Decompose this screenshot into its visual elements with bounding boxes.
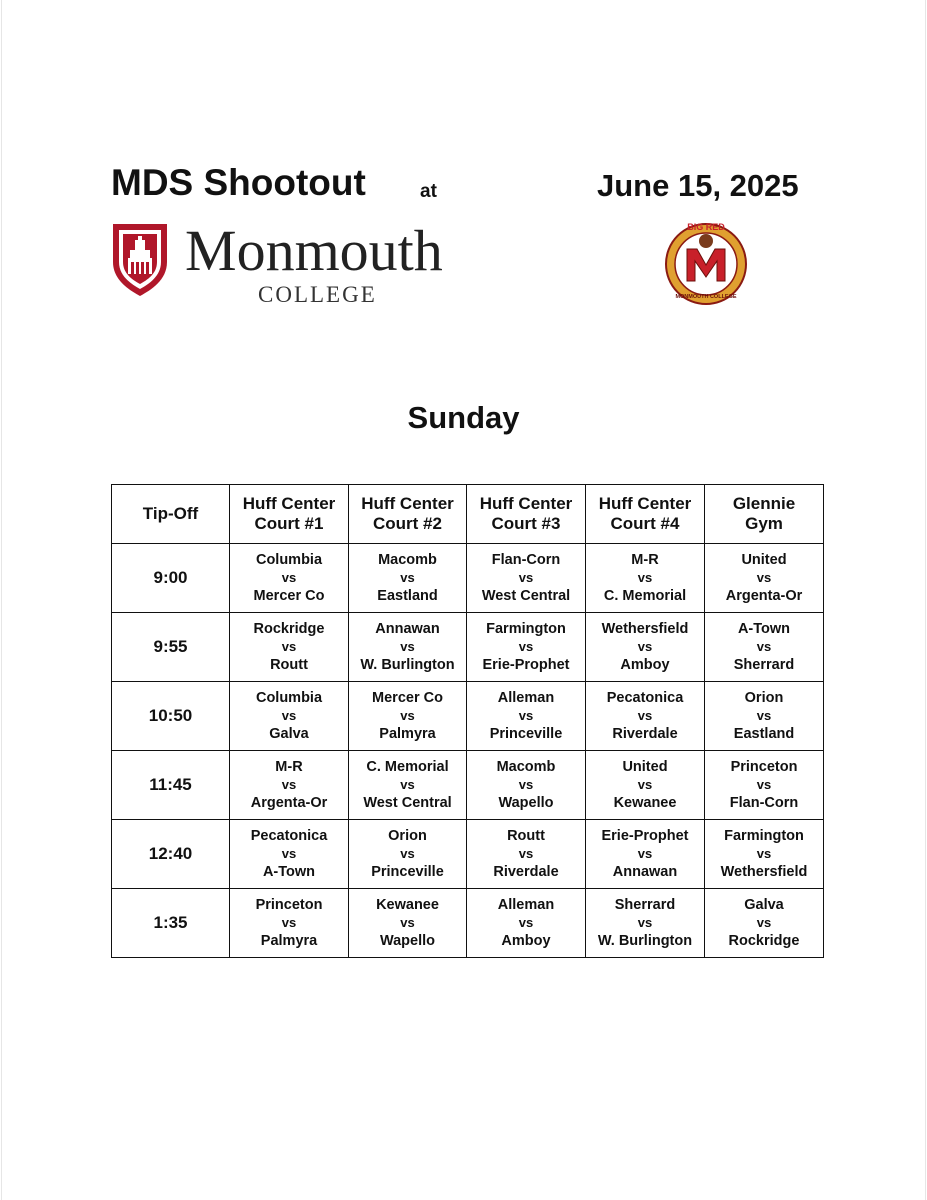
game-cell xyxy=(230,751,349,820)
vs-label: vs xyxy=(518,846,534,861)
team-away: Galva xyxy=(269,726,309,742)
game-cell xyxy=(705,889,824,958)
team-home: Macomb xyxy=(496,759,556,775)
team-home: M-R xyxy=(631,552,659,568)
game-cell xyxy=(467,613,586,682)
team-home: Flan-Corn xyxy=(491,552,561,568)
event-title: MDS Shootout xyxy=(111,162,366,203)
vs-label: vs xyxy=(756,708,772,723)
column-header-line: Huff Center xyxy=(598,494,692,513)
team-home: Princeton xyxy=(255,897,323,913)
game-cell xyxy=(467,544,586,613)
column-header-court xyxy=(586,485,705,544)
at-label: at xyxy=(420,181,437,202)
event-date: June 15, 2025 xyxy=(597,168,799,203)
team-home: Rockridge xyxy=(253,621,325,637)
column-header-line: Tip-Off xyxy=(142,504,199,523)
vs-label: vs xyxy=(518,570,534,585)
vs-label: vs xyxy=(281,570,297,585)
team-home: Annawan xyxy=(375,621,440,637)
game-cell xyxy=(586,751,705,820)
game-cell xyxy=(230,682,349,751)
vs-label: vs xyxy=(637,639,653,654)
team-away: Eastland xyxy=(377,588,438,604)
team-home: Farmington xyxy=(486,621,566,637)
team-home: Macomb xyxy=(378,552,437,568)
game-cell xyxy=(349,613,467,682)
vs-label: vs xyxy=(756,570,772,585)
monmouth-college-logo xyxy=(111,218,471,307)
team-away: Princeville xyxy=(489,726,563,742)
team-home: Sherrard xyxy=(614,897,676,913)
team-away: Erie-Prophet xyxy=(482,657,570,673)
team-home: A-Town xyxy=(737,621,791,637)
vs-label: vs xyxy=(281,846,297,861)
game-cell xyxy=(467,751,586,820)
team-away: Routt xyxy=(270,657,308,673)
column-header-tipoff xyxy=(112,485,230,544)
team-away: Wethersfield xyxy=(720,864,808,880)
vs-label: vs xyxy=(756,915,772,930)
team-away: West Central xyxy=(481,588,571,604)
column-header-line: Glennie xyxy=(732,494,796,513)
team-home: Erie-Prophet xyxy=(601,828,689,844)
team-home: Pecatonica xyxy=(250,828,328,844)
table-row xyxy=(112,613,824,682)
column-header-court xyxy=(230,485,349,544)
game-cell xyxy=(349,820,467,889)
vs-label: vs xyxy=(637,570,653,585)
game-cell xyxy=(586,682,705,751)
team-home: Routt xyxy=(507,828,545,844)
mascot-bottom-text: MONMOUTH COLLEGE xyxy=(675,294,737,300)
game-cell xyxy=(230,820,349,889)
game-cell xyxy=(230,889,349,958)
team-away: Argenta-Or xyxy=(250,795,328,811)
game-cell xyxy=(349,751,467,820)
tipoff-time: 9:55 xyxy=(112,613,230,682)
team-home: Kewanee xyxy=(376,897,439,913)
vs-label: vs xyxy=(400,915,415,930)
team-away: Riverdale xyxy=(493,864,559,880)
tipoff-time: 10:50 xyxy=(112,682,230,751)
vs-label: vs xyxy=(281,777,297,792)
team-away: W. Burlington xyxy=(360,657,455,673)
team-home: Alleman xyxy=(497,690,555,706)
table-row xyxy=(112,889,824,958)
schedule-table xyxy=(111,484,824,958)
team-home: Princeton xyxy=(730,759,798,775)
game-cell xyxy=(349,544,467,613)
game-cell xyxy=(349,889,467,958)
vs-label: vs xyxy=(281,639,297,654)
game-cell xyxy=(705,682,824,751)
college-shield-icon xyxy=(111,222,169,298)
vs-label: vs xyxy=(756,846,772,861)
column-header-line: Court #4 xyxy=(610,514,680,533)
vs-label: vs xyxy=(518,639,534,654)
column-header-court xyxy=(349,485,467,544)
vs-label: vs xyxy=(400,639,415,654)
column-header-line: Court #2 xyxy=(373,514,442,533)
team-home: Galva xyxy=(744,897,784,913)
game-cell xyxy=(467,820,586,889)
team-home: Orion xyxy=(388,828,427,844)
game-cell xyxy=(705,544,824,613)
column-header-line: Court #1 xyxy=(254,514,324,533)
team-away: Flan-Corn xyxy=(729,795,799,811)
vs-label: vs xyxy=(400,708,415,723)
column-header-court xyxy=(705,485,824,544)
game-cell xyxy=(467,889,586,958)
team-home: Orion xyxy=(744,690,784,706)
vs-label: vs xyxy=(756,639,772,654)
game-cell xyxy=(705,820,824,889)
team-away: C. Memorial xyxy=(603,588,687,604)
vs-label: vs xyxy=(400,777,415,792)
college-name: Monmouth xyxy=(185,218,443,283)
team-away: Sherrard xyxy=(733,657,795,673)
game-cell xyxy=(586,820,705,889)
vs-label: vs xyxy=(637,915,653,930)
vs-label: vs xyxy=(518,915,534,930)
team-home: Farmington xyxy=(724,828,804,844)
vs-label: vs xyxy=(281,915,297,930)
team-away: Argenta-Or xyxy=(725,588,803,604)
team-away: Palmyra xyxy=(379,726,436,742)
column-header-line: Court #3 xyxy=(491,514,561,533)
tipoff-time: 9:00 xyxy=(112,544,230,613)
vs-label: vs xyxy=(518,777,534,792)
team-away: West Central xyxy=(363,795,452,811)
vs-label: vs xyxy=(637,708,653,723)
vs-label: vs xyxy=(281,708,297,723)
big-red-mascot-logo xyxy=(661,219,751,305)
vs-label: vs xyxy=(637,777,653,792)
column-header-line: Huff Center xyxy=(361,494,454,513)
team-home: Pecatonica xyxy=(606,690,684,706)
vs-label: vs xyxy=(637,846,653,861)
team-away: Kewanee xyxy=(613,795,677,811)
column-header-line: Huff Center xyxy=(479,494,573,513)
team-away: Princeville xyxy=(371,864,444,880)
column-header-line: Huff Center xyxy=(242,494,336,513)
team-away: Mercer Co xyxy=(253,588,325,604)
table-row xyxy=(112,751,824,820)
column-header-line: Gym xyxy=(745,514,783,533)
team-away: Amboy xyxy=(620,657,670,673)
game-cell xyxy=(230,613,349,682)
team-away: Annawan xyxy=(612,864,678,880)
table-row xyxy=(112,820,824,889)
team-away: Riverdale xyxy=(612,726,678,742)
tipoff-time: 11:45 xyxy=(112,751,230,820)
tipoff-time: 12:40 xyxy=(112,820,230,889)
game-cell xyxy=(230,544,349,613)
vs-label: vs xyxy=(400,570,415,585)
team-away: Wapello xyxy=(379,933,436,949)
header-row xyxy=(112,485,824,544)
college-subtitle: COLLEGE xyxy=(258,282,377,307)
team-away: A-Town xyxy=(262,864,316,880)
team-home: Columbia xyxy=(255,552,323,568)
team-away: Eastland xyxy=(733,726,795,742)
team-away: Wapello xyxy=(498,795,554,811)
game-cell xyxy=(705,613,824,682)
table-row xyxy=(112,544,824,613)
table-row xyxy=(112,682,824,751)
day-heading: Sunday xyxy=(407,400,520,435)
vs-label: vs xyxy=(400,846,415,861)
team-away: Amboy xyxy=(501,933,551,949)
vs-label: vs xyxy=(756,777,772,792)
tipoff-time: 1:35 xyxy=(112,889,230,958)
team-home: C. Memorial xyxy=(366,759,449,775)
vs-label: vs xyxy=(518,708,534,723)
game-cell xyxy=(349,682,467,751)
team-home: United xyxy=(741,552,787,568)
game-cell xyxy=(586,889,705,958)
column-header-court xyxy=(467,485,586,544)
team-home: Columbia xyxy=(255,690,323,706)
team-away: Palmyra xyxy=(260,933,318,949)
team-home: Mercer Co xyxy=(372,690,443,706)
team-away: W. Burlington xyxy=(597,933,693,949)
mascot-top-text: BIG RED xyxy=(687,222,725,232)
team-away: Rockridge xyxy=(728,933,800,949)
game-cell xyxy=(586,544,705,613)
team-home: United xyxy=(622,759,668,775)
game-cell xyxy=(705,751,824,820)
team-home: Wethersfield xyxy=(601,621,689,637)
game-cell xyxy=(467,682,586,751)
team-home: Alleman xyxy=(497,897,555,913)
team-home: M-R xyxy=(275,759,303,775)
game-cell xyxy=(586,613,705,682)
